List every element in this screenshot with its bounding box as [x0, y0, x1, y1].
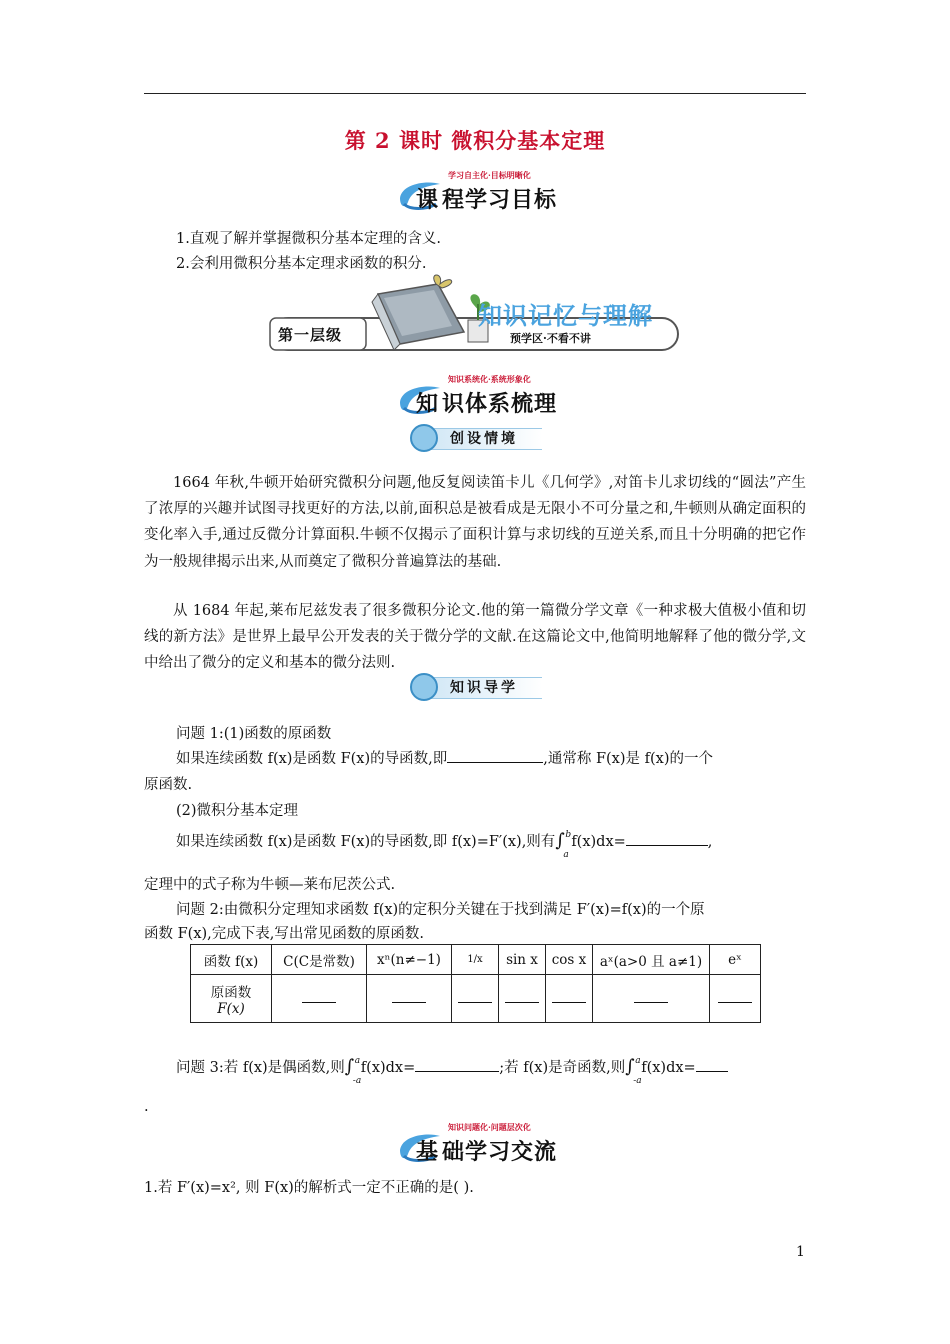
- subsection-pill-guide: [410, 673, 550, 701]
- level-tag: 第一层级: [278, 326, 343, 344]
- answer-blank[interactable]: [593, 975, 710, 1023]
- answer-blank[interactable]: [546, 975, 593, 1023]
- integral-sign: ∫ a -a: [344, 1056, 362, 1086]
- integral-sign: ∫ b a: [555, 830, 572, 860]
- banner-heading: 程学习目标: [442, 187, 558, 213]
- pill-label: 知识导学: [450, 680, 518, 696]
- table-cell: xⁿ(n≠−1): [367, 945, 452, 975]
- subsection-pill-scenario: [410, 424, 550, 452]
- table-cell: cos x: [546, 945, 593, 975]
- antiderivative-table: [190, 944, 761, 1023]
- table-cell: 函数 f(x): [191, 945, 272, 975]
- goal-2: 2.会利用微积分基本定理求函数的积分.: [176, 256, 427, 272]
- clock-icon: [410, 673, 438, 701]
- banner-lead: 知: [416, 391, 439, 417]
- header-rule: [144, 93, 806, 94]
- section-banner-goals: [396, 170, 576, 218]
- banner-caption: 知识问题化·问题层次化: [448, 1122, 531, 1132]
- table-cell: 原函数 F(x): [191, 975, 272, 1023]
- banner-caption: 知识系统化·系统形象化: [448, 374, 531, 384]
- q2-line2: 函数 F(x),完成下表,写出常见函数的原函数.: [144, 926, 424, 942]
- section-banner-basics: [396, 1122, 576, 1170]
- table-cell: C(C是常数): [272, 945, 367, 975]
- banner-heading: 础学习交流: [442, 1139, 558, 1165]
- answer-blank[interactable]: [272, 975, 367, 1023]
- banner-caption: 学习自主化·目标明晰化: [448, 170, 531, 180]
- answer-blank[interactable]: [367, 975, 452, 1023]
- section-banner-knowledge: [396, 374, 576, 422]
- table-cell: eˣ: [710, 945, 761, 975]
- answer-blank[interactable]: [710, 975, 761, 1023]
- q1-line3: 如果连续函数 f(x)是函数 F(x)的导函数,即 f(x)=F′(x),则有 ∫ b a f(x)dx= ,: [176, 830, 713, 860]
- banner-lead: 基: [416, 1139, 439, 1165]
- q1-line1: 如果连续函数 f(x)是函数 F(x)的导函数,即 ,通常称 F(x)是 f(x)的一个: [176, 746, 713, 772]
- goal-1: 1.直观了解并掌握微积分基本定理的含义.: [176, 231, 441, 247]
- q1-line2: 原函数.: [144, 777, 193, 793]
- paragraph-newton: 1664 年秋,牛顿开始研究微积分问题,他反复阅读笛卡儿《几何学》,对笛卡儿求切线的“圆法”产生了浓厚的兴趣并试图寻找更好的方法,以前,面积总是被看成是无限小不可分量之和,牛顿则从确定面积的变化率入手,通过反微分计算面积.牛顿不仅揭示了面积计算与求切线的互逆关系,而且十分明确的把它作为一般规律揭示出来,从而奠定了微积分普遍算法的基础.: [144, 475, 806, 570]
- q3-period: .: [144, 1099, 149, 1115]
- level-heading: 知识记忆与理解: [478, 301, 653, 330]
- table-cell: sin x: [499, 945, 546, 975]
- q1-line4: 定理中的式子称为牛顿—莱布尼茨公式.: [144, 877, 396, 893]
- answer-blank[interactable]: [499, 975, 546, 1023]
- table-cell: 1/x: [452, 945, 499, 975]
- banner-lead: 课: [416, 187, 439, 213]
- level-subtitle: 预学区·不看不讲: [510, 332, 591, 345]
- table-cell: aˣ(a>0 且 a≠1): [593, 945, 710, 975]
- exercise-1: 1.若 F′(x)=x², 则 F(x)的解析式一定不正确的是( ).: [144, 1180, 474, 1196]
- level-banner: [268, 274, 684, 356]
- page-title: 第 2 课时 微积分基本定理: [344, 128, 606, 153]
- pill-label: 创设情境: [450, 431, 518, 447]
- q3-line: 问题 3:若 f(x)是偶函数,则 ∫ a -a f(x)dx= ;若 f(x)是奇函数,则 ∫ a -a f(x)dx=: [176, 1055, 728, 1081]
- banner-heading: 识体系梳理: [442, 391, 558, 417]
- integral-sign: ∫ a -a: [625, 1056, 642, 1086]
- q1-heading: 问题 1:(1)函数的原函数: [176, 726, 332, 742]
- paragraph-leibniz: 从 1684 年起,莱布尼兹发表了很多微积分论文.他的第一篇微分学文章《一种求极大值极小值和切线的新方法》是世界上最早公开发表的关于微分学的文献.在这篇论文中,他简明地解释了他的微分学,文中给出了微分的定义和基本的微分法则.: [144, 603, 806, 672]
- answer-blank[interactable]: [452, 975, 499, 1023]
- q2-line1: 问题 2:由微积分定理知求函数 f(x)的定积分关键在于找到满足 F′(x)=f(x)的一个原: [176, 902, 705, 918]
- page-number: 1: [796, 1244, 805, 1260]
- q1-sub2: (2)微积分基本定理: [176, 803, 299, 819]
- clock-icon: [410, 424, 438, 452]
